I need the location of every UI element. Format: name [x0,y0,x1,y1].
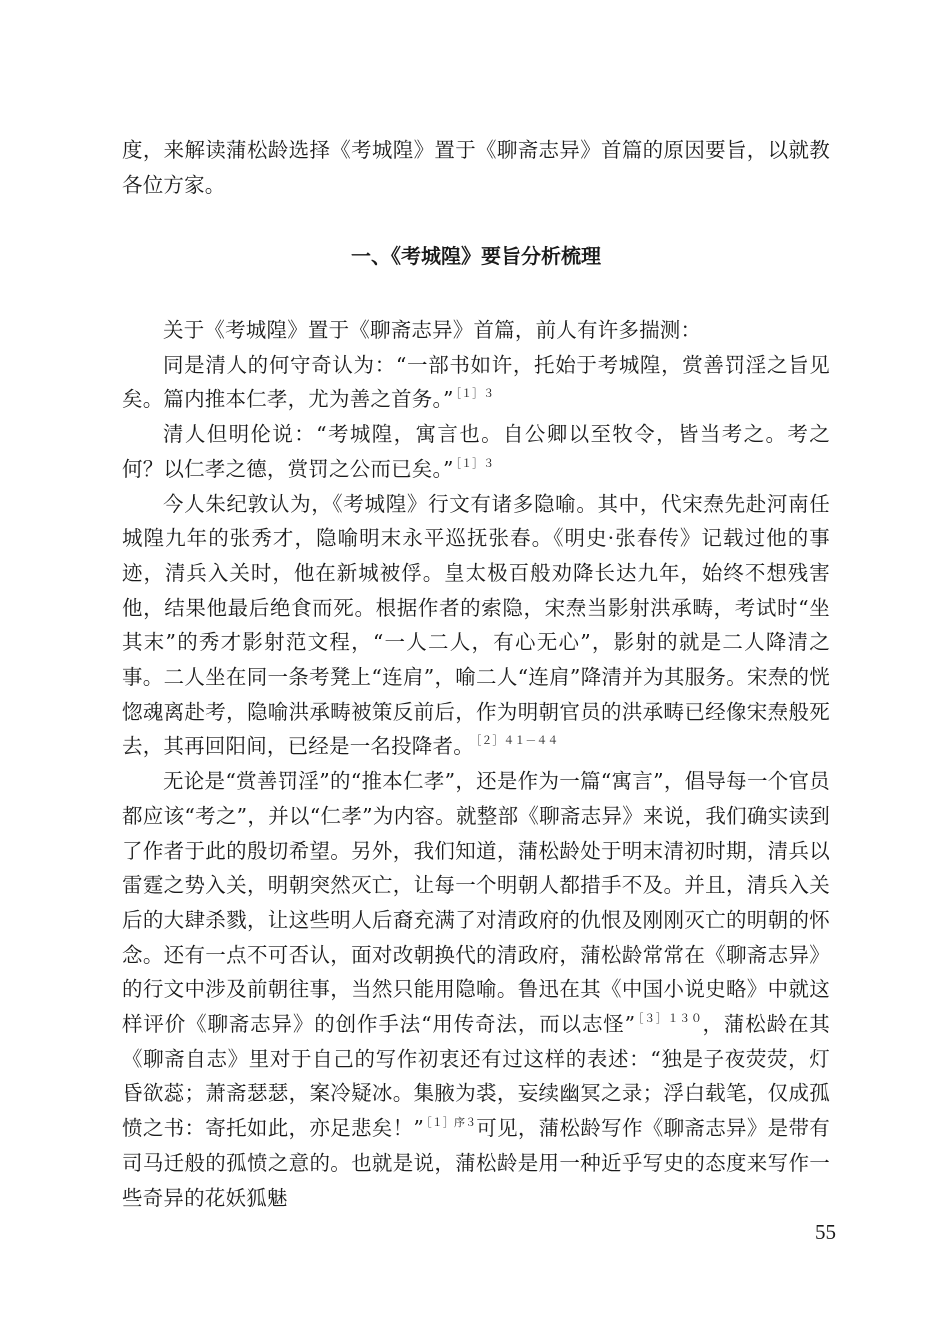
citation-ref: ［２］４１－４４ [475,734,559,748]
citation-ref: ［３］１３０ [637,1012,703,1026]
paragraph-text: 今人朱纪敦认为，《考城隍》行文有诸多隐喻。其中，代宋焘先赴河南任城隍九年的张秀才，隐喻明末永平巡抚张春。《明史·张春传》记载过他的事迹，清兵入关时，他在新城被俘。皇太极百般劝降长达九年，始终不想残害他，结果他最后绝食而死。根据作者的索隐，宋焘当影射洪承畴，考试时“坐其末”的秀才影射范文程，“一人二人，有心无心”，影射的就是二人降清之事。二人坐在同一条考凳上“连肩”，喻二人“连肩”降清并为其服务。宋焘的恍惚魂离赴考，隐喻洪承畴被策反前后，作为明朝官员的洪承畴已经像宋焘般死去，其再回阳间，已经是一名投降者。 [122,491,830,759]
citation-ref: ［１］序３ [426,1116,477,1130]
paragraph-text: 无论是“赏善罚淫”的“推本仁孝”，还是作为一篇“寓言”，倡导每一个官员都应该“考之”，并以“仁孝”为内容。就整部《聊斋志异》来说，我们确实读到了作者于此的殷切希望。另外，我们知道，蒲松龄处于明末清初时期，清兵以雷霆之势入关，明朝突然灭亡，让每一个明朝人都措手不及。并且，清兵入关后的大肆杀戮，让这些明人后裔充满了对清政府的仇恨及刚刚灭亡的明朝的怀念。还有一点不可否认，面对改朝换代的清政府，蒲松龄常常在《聊斋志异》的行文中涉及前朝往事，当然只能用隐喻。鲁迅在其《中国小说史略》中就这样评价《聊斋志异》的创作手法“用传奇法，而以志怪” [122,769,830,1037]
paragraph-text: 清人但明伦说：“考城隍，寓言也。自公卿以至牧令，皆当考之。考之何？以仁孝之德，赏罚之公而已矣。” [122,422,830,481]
citation-ref: ［１］３ [455,387,495,401]
body-paragraph-3 [122,417,830,486]
intro-block [122,133,830,202]
paragraph-text: 可见，蒲松龄写作《聊斋志异》是带有司马迁般的孤愤之意的。也就是说，蒲松龄是用一种近乎写史的态度来写作一些奇异的花妖狐魅 [122,1116,830,1210]
body-paragraph-5 [122,764,830,1215]
citation-ref: ［１］３ [455,456,495,470]
body-paragraph-1 [122,313,830,348]
body-paragraph-2 [122,348,830,417]
paragraph-text: ，蒲松龄在其《聊斋自志》里对于自己的写作初衷还有过这样的表述：“独是子夜荧荧，灯昏欲蕊；萧斋瑟瑟，案冷疑冰。集腋为裘，妄续幽冥之录；浮白载笔，仅成孤愤之书：寄托如此，亦足悲矣！” [122,1012,831,1141]
body-paragraph-4 [122,487,830,765]
body-text [122,313,830,1215]
section-heading: 一、《考城隍》要旨分析梳理 [351,244,601,268]
intro-paragraph: 度，来解读蒲松龄选择《考城隍》置于《聊斋志异》首篇的原因要旨，以就教各位方家。 [122,138,830,197]
paragraph-text: 同是清人的何守奇认为：“一部书如许，托始于考城隍，赏善罚淫之旨见矣。篇内推本仁孝，尤为善之首务。” [122,352,830,412]
page-number: 55 [815,1220,836,1244]
paragraph-text: 关于《考城隍》置于《聊斋志异》首篇，前人有许多揣测： [163,318,702,342]
